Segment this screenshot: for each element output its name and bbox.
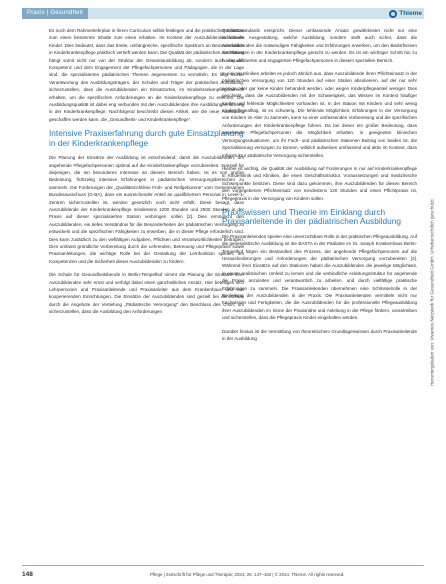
logo-text: Thieme <box>399 10 422 17</box>
paragraph: Qualitätsstandards entspricht. Dieser umfassende Ansatz gewährleistet nicht nur eine individuelle Ausgestaltung, welche Ausbildung, sondern stellt auch sicher, dass die Auszubildenden die notwendigen Fähigkeiten und Erfahrungen erwerben, um den Bedürfnissen der Patienten in der Kinderkrankenpflege gerecht zu werden. Es ist ein wichtiger Schritt hin zu hochqualifizierten und engagierten Pflegefachpersonen in diesem speziellen Bereich. <box>222 28 417 63</box>
footer-citation: Pflege | Zeitschrift für Pflege und Therapie; 2024; 26: 147–150 | © 2024. Thieme. All rights reserved. <box>150 572 345 577</box>
paragraph: Hierbei ist wichtig, die Qualität der Ausbildung auf Forderungen in nur auf Kinderkrankenpflege in Kinderklinik und Kliniken, die einen Geschäftsstruktur, Voraussetzungen und medizinische Schwerpunkte besitzen. Diese sind dazu gekommen, ihre Auszubildenden für diesen Bereich den vorgegebenen Pflichteinsatz von mindestens 120 Stunden und einen Pflichtpraxis ist, Pflegepraxis in der Versorgung von Kindern sollen. <box>222 165 417 201</box>
publisher-logo <box>389 9 422 18</box>
header-bar <box>22 8 424 19</box>
section-tag: Praxis | Gesundheit <box>22 8 88 19</box>
section-heading: Intensive Praxiserfahrung durch gute Einsatzplanung in der Kinderkrankenpflege <box>49 128 244 148</box>
paragraph: Die Schule für Gesundheitsberufe in Berlin-Tempelhof nimmt die Planung der Einsätze ihrer Auszubildenden sehr ernst und verfolgt dabei einen ganzheitlichen Ansatz. Hier beteiligen sich Lehrpersonen und Praxisanleitende und Praxisanleiter aus dem Krankenhaus und von kooperierenden Einrichtungen. Die Einsätze der Auszubildenden sind gezielt bei der Schule durch die Angebote der Vertiefung „Pädiatrische Versorgung“ den Beschluss des G-BA, um sicherzustellen, dass die Ausbildung den Anforderungen <box>49 272 244 315</box>
paragraph: Es noch dem Rahmenlehrplan in ihrem Curriculum selbst festlegen und die praktischen Einsätze zum einen bestimmte Inhalte zum einen erhalten. Im Kontext der Auszubildenden können Kinder. Dies bedeutet, dass das breite, umfangreiche, spezifische Spektrum an Besonderheiten in Kinderkrankenpflege praktisch vertieft werden kann. Die Qualität der pädiatrischen Ausbildung hängt somit nicht nur von der Struktur der Gesamtausbildung ab, sondern auch von der Kompetenz und dem Engagement der Pflegefachpersonen und Pädagogen, die in der Lage sind, die spezialisierten pädiatrischen Themen angemessen zu vermitteln. Es liegt in der Verantwortung des Ausbildungsträgers, der Schulen und Träger der praktischen Ausbildung, sicherzustellen, dass die Auszubildenden ein Einsatzortes, im Kinderkrankenpflegebereich erhalten, um die spezifischen Anforderungen an die Kinderkrankenpflege zu erlernen. Die Ausbildungsqualität ist dabei eng verbunden mit den Auszubildenden ihre Ausbildungserfahrung in der Kinderkrankenpflege. Nachfolgend beschreibt diesen Artikel, wie die neue Ausbildung geschaffen werden kann, die „Gesundheits- und Kinderkrankenpflege“. <box>49 28 244 122</box>
left-column <box>49 27 244 322</box>
paragraph: Die Planung der Einsätze der Ausbildung ist entscheidend, damit die Auszubildenden, um angehende Pflegefachpersonen optimal auf die Kinderkrankenpflege vorzubereiten. Speziell für diejenigen, die ein besonderes Interesse an diesem Bereich haben, ist es von großer Bedeutung, frühzeitig intensive Erfahrungen in pädiatrischen Versorgungsbereichen zu sammeln. Die Forderungen der „Qualitätsrichtlinie Früh- und Reifgeborene“ vom Gemeinsamen Bundesausschuss (G-BA), dass ein ausreichender Anteil an qualifiziertem Personal in Level-1-Zentren sicherzustellen ist, werden gesetzlich noch nicht erfüllt. Diese besagt, dass Auszubildende der Kinderkrankenpflege mindestens 1200 Stunden und 2500 Stunden in der Praxis auf dieser spezialisierten Station verbringen sollen [2]. Dies ermöglicht den Auszubildenden, ein tiefes Verständnis für die Besonderheiten der pädiatrischen Versorgung zu entwickeln und die spezifischen Fähigkeiten zu erwerben, die in dieser Pflege erforderlich sind. Dies kann zusätzlich zu den vielfältigen Aufgaben, Pflichten und Verantwortlichkeiten beitragen. Dies umfasst gründliche Vorbereitung durch die Lehrenden, Betreuung und Pflegepraxis sowie Praxisanleitungen, die wichtige Rolle bei der Gestaltung der Lernfunktion spielen, um Kompetenzen und die Sicherheit dieser Auszubildenden zu fördern. <box>49 155 244 264</box>
page-number: 148 <box>22 571 33 578</box>
paragraph: Die Praxisanleitenden spielen eine unverzichtbare Rolle in der praktischen Pflegeausbildung. Auf die generalistische Ausbildung ist die BASTA in der Pädiatrie im St. Joseph Krankenhaus Berlin-Tempelhof folgen ein Bestandteil des Prozess, der angehende Pflegefachpersonen auf die Herausforderungen und Anforderungen der pädiatrischen Versorgung vorzubereiten [3]. Während ihrer Einsätze auf den Stationen haben die Auszubildenden die jeweilige Möglichkeit, in einem realistischen Umfeld zu lernen und die verbindliche Anleitungsstruktur für angehende die Praxis anzuleiten und verantwortlich zu arbeiten, und durch vielfältige praktische Erfahrungen zu sammeln. Die Praxisanleitenden übernehmen eine Schlüsselrolle in der Begleitung der Auszubildenden in der Praxis. Die Praxisanleitenden vermitteln nicht nur Fachwissen und Fertigkeiten, die die Auszubildenden für die professionelle Pflegeausbildung ihrer Auszubildenden im Sinne der Praxisnähe und Anleitung in der Pflege fördern, vorantreiben und sicherstellen, dass die Pflegepraxis Kinder eingehalten werden. <box>222 233 417 321</box>
paragraph: In einigen Kliniken arbeitet es jedoch ähnlich aus, dass Auszubildende ihren Pflichteinsatz in der pädiatrischen Versorgung von 120 Stunden auf einer Station absolvieren, auf der nur sehr wenige oder gar keine Kinder behandelt werden, oder wegen Kinderpflegeanteil weniger. Dies geschieht, dass die Auszubildenden mit der Schwierigkeit, das Wissen im Kontext häufiger Kinder und fehlende Möglichkeiten vorhanden ist. In der Station mit Kindern und sehr wenig Kinderpflegealltag, ist es schwierig. Die fehlende Möglichkeit, Erfahrungen in der Versorgung von Kindern im Alter zu sammeln, kann so einer umfassenden Vorbereitung und die spezifischen Anforderungen der Kinderkrankenpflege führen. Da bei dieser ein großer Bedeutung, dass angehende Pflegefachpersonen die Möglichkeit erhalten, in geeigneten klinischen Versorgungssituationen, um ihr Fach- und pädiatrischen Stationen Beitrag von beiden ist, die Spezialisierung versorgen zu können, wirklich aufweisen umfassend und aktiv im Kontext, dass Infrastruktur pädiatrische Versorgung sicherstellen. <box>222 71 417 158</box>
footer-divider <box>22 565 424 566</box>
paragraph: Darüber hinaus ist die Vermittlung von theoretischem Grundlagenwissen durch Praxisanleitende in der Ausbildung <box>222 328 417 342</box>
thieme-logo-icon <box>389 10 397 18</box>
download-notice: Heruntergeladen von: Vivantes Netzwerk für Gesundheit GmbH. Urheberrechtlich geschützt. <box>429 198 435 386</box>
right-column <box>222 27 417 348</box>
section-heading: Praxiswissen und Theorie im Einklang durch Praxisanleitende in der pädiatrischen Ausbildung <box>222 206 401 227</box>
